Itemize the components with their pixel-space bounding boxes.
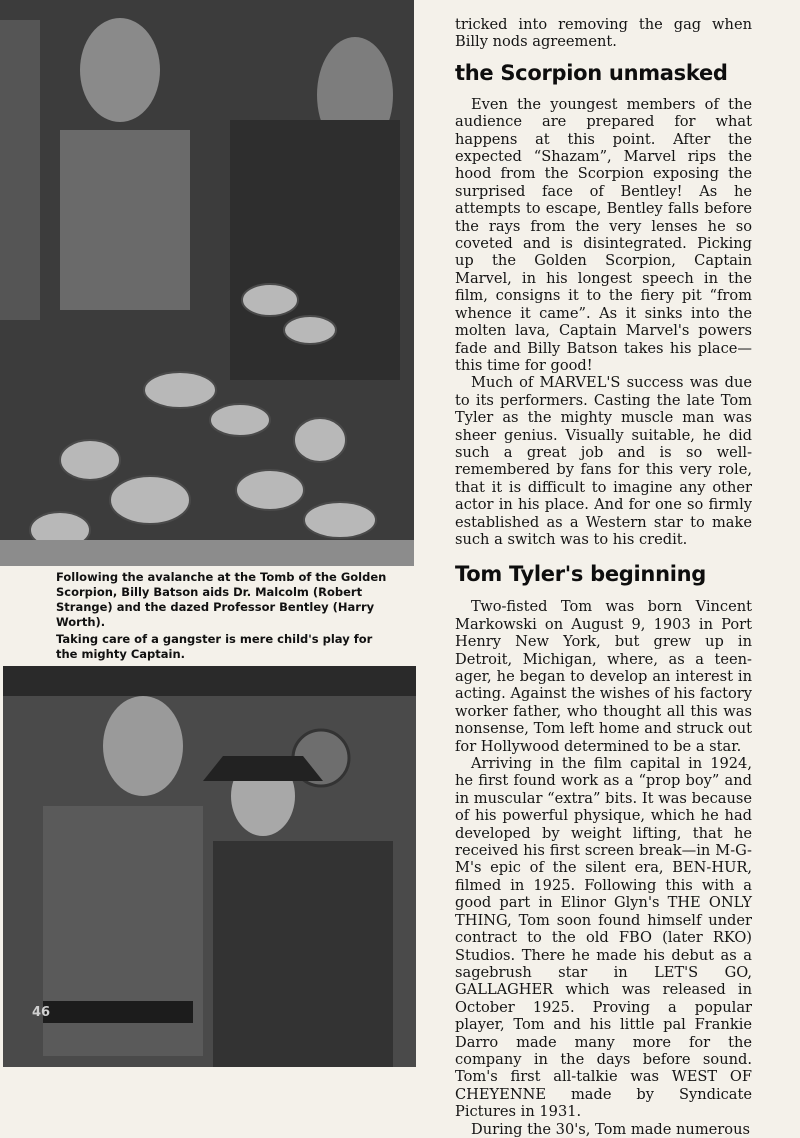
continued-paragraph: tricked into removing the gag when Billy nods agreement. bbox=[455, 16, 752, 51]
section-heading-tom-tyler: Tom Tyler's beginning bbox=[455, 562, 707, 587]
paragraph-scorpion: Even the youngest members of the audience are prepared for what happens at this point. After the expected “Shazam”, Marvel rips the hood from the Scorpion exposing the surprised face of Bentley! As he attempts to escape, Bentley falls before the rays from the very lenses he so coveted and is disintegrated. Picking up the Golden Scorpion, Captain Marvel, in his longest speech in the film, consigns it to the fiery pit “from whence it came”. As it sinks into the molten lava, Captain Marvel's powers fade and Billy Batson takes his place—this time for good! bbox=[455, 95, 752, 374]
paragraph-born: Two-fisted Tom was born Vincent Markowski on August 9, 1903 in Port Henry New York, but grew up in Detroit, Michigan, where, as a teen-ager, he began to develop an interest in acting. Against the wishes of his factory worker father, who thought all this was nonsense, Tom left home and struck out for Hollywood determined to be a star. bbox=[455, 598, 752, 755]
page-number: 46 bbox=[32, 1005, 51, 1020]
gangster-photo bbox=[3, 666, 416, 1067]
paragraph-thirties: During the 30's, Tom made numerous bbox=[471, 1120, 750, 1138]
photo-caption-top: Following the avalanche at the Tomb of the Golden Scorpion, Billy Batson aids Dr. Malcolm (Robert Strange) and the dazed Professor Bentley (Harry Worth). bbox=[56, 570, 387, 629]
scorpion-tomb-photo bbox=[0, 0, 414, 566]
section-heading-scorpion: the Scorpion unmasked bbox=[455, 60, 728, 85]
photo-illustration bbox=[0, 0, 414, 566]
photo-caption-bottom: Taking care of a gangster is mere child's play for the mighty Captain. bbox=[56, 632, 373, 661]
article-column bbox=[455, 16, 752, 1138]
photo-illustration bbox=[3, 666, 416, 1067]
paragraph-performers: Much of MARVEL'S success was due to its performers. Casting the late Tom Tyler as the mighty muscle man was sheer genius. Visually suitable, he did such a great job and is so well-remembered by fans for this very role, that it is difficult to imagine any other actor in his place. And for one so firmly established as a Western star to make such a switch was to his credit. bbox=[455, 374, 752, 548]
paragraph-hollywood: Arriving in the film capital in 1924, he first found work as a “prop boy” and in muscular “extra” bits. It was because of his powerful physique, which he had developed by weight lifting, that he received his first screen break—in M-G-M's epic of the silent era, BEN-HUR, filmed in 1925. Following this with a good part in Elinor Glyn's THE ONLY THING, Tom soon found himself under contract to the old FBO (later RKO) Studios. There he made his debut as a sagebrush star in LET'S GO, GALLAGHER which was released in October 1925. Proving a popular player, Tom and his little pal Frankie Darro made many more for the company in the days before sound. Tom's first all-talkie was WEST OF CHEYENNE made by Syndicate Pictures in 1931. bbox=[455, 755, 752, 1121]
